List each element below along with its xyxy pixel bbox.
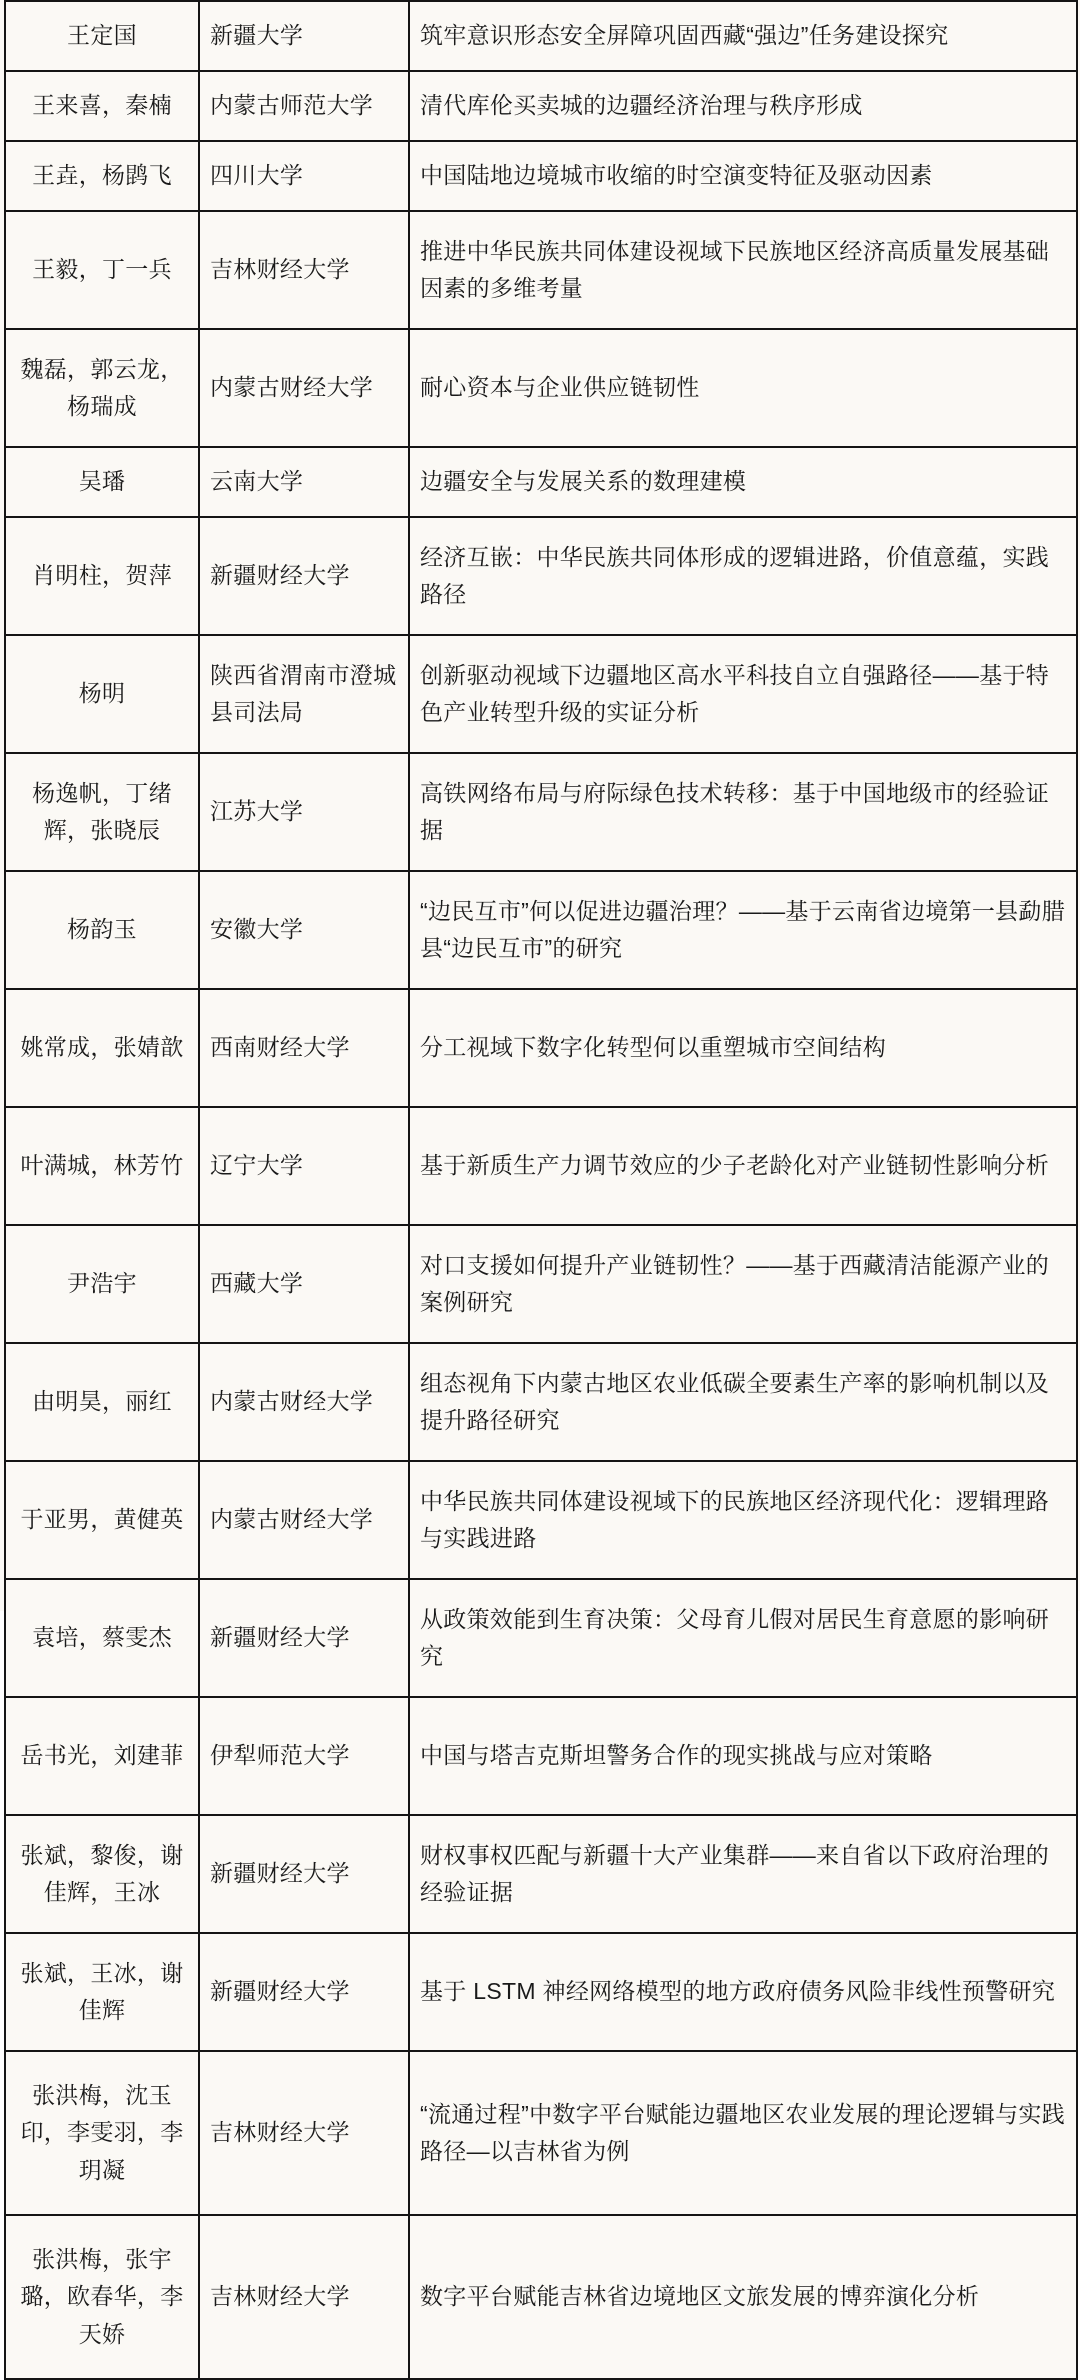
cell-institution: 吉林财经大学 (199, 211, 409, 329)
cell-authors: 杨逸帆，丁绪辉，张晓辰 (5, 753, 199, 871)
table-row (5, 329, 1077, 447)
cell-authors: 于亚男，黄健英 (5, 1461, 199, 1579)
cell-institution: 吉林财经大学 (199, 2051, 409, 2215)
cell-paper-title: 创新驱动视域下边疆地区高水平科技自立自强路径——基于特色产业转型升级的实证分析 (409, 635, 1077, 753)
cell-authors: 杨明 (5, 635, 199, 753)
cell-authors: 张斌，黎俊，谢佳辉，王冰 (5, 1815, 199, 1933)
cell-paper-title: 财权事权匹配与新疆十大产业集群——来自省以下政府治理的经验证据 (409, 1815, 1077, 1933)
cell-paper-title: 中国与塔吉克斯坦警务合作的现实挑战与应对策略 (409, 1697, 1077, 1815)
table-row (5, 211, 1077, 329)
table-row (5, 447, 1077, 517)
table-row (5, 2215, 1077, 2379)
cell-paper-title: 数字平台赋能吉林省边境地区文旅发展的博弈演化分析 (409, 2215, 1077, 2379)
table-row (5, 753, 1077, 871)
cell-institution: 新疆财经大学 (199, 1579, 409, 1697)
cell-authors: 王垚，杨鹍飞 (5, 141, 199, 211)
cell-paper-title: 清代库伦买卖城的边疆经济治理与秩序形成 (409, 71, 1077, 141)
cell-authors: 袁培，蔡雯杰 (5, 1579, 199, 1697)
cell-authors: 张斌，王冰，谢佳辉 (5, 1933, 199, 2051)
paper-listing-table (4, 0, 1078, 2380)
cell-paper-title: 中国陆地边境城市收缩的时空演变特征及驱动因素 (409, 141, 1077, 211)
cell-institution: 吉林财经大学 (199, 2215, 409, 2379)
table-row (5, 141, 1077, 211)
cell-authors: 杨韵玉 (5, 871, 199, 989)
cell-authors: 魏磊，郭云龙，杨瑞成 (5, 329, 199, 447)
table-row (5, 1, 1077, 71)
cell-paper-title: 边疆安全与发展关系的数理建模 (409, 447, 1077, 517)
cell-paper-title: 耐心资本与企业供应链韧性 (409, 329, 1077, 447)
cell-paper-title: 组态视角下内蒙古地区农业低碳全要素生产率的影响机制以及提升路径研究 (409, 1343, 1077, 1461)
table-row (5, 1933, 1077, 2051)
cell-authors: 张洪梅，沈玉印，李雯羽，李玥凝 (5, 2051, 199, 2215)
table-row (5, 1343, 1077, 1461)
table-row (5, 1579, 1077, 1697)
table-row (5, 71, 1077, 141)
cell-authors: 叶满城，林芳竹 (5, 1107, 199, 1225)
table-row (5, 1461, 1077, 1579)
table-row (5, 1107, 1077, 1225)
cell-paper-title: 筑牢意识形态安全屏障巩固西藏“强边”任务建设探究 (409, 1, 1077, 71)
table-row (5, 2051, 1077, 2215)
cell-institution: 西南财经大学 (199, 989, 409, 1107)
table-row (5, 871, 1077, 989)
cell-paper-title: 基于新质生产力调节效应的少子老龄化对产业链韧性影响分析 (409, 1107, 1077, 1225)
cell-authors: 吴璠 (5, 447, 199, 517)
table-row (5, 1225, 1077, 1343)
cell-institution: 辽宁大学 (199, 1107, 409, 1225)
cell-paper-title: 推进中华民族共同体建设视域下民族地区经济高质量发展基础因素的多维考量 (409, 211, 1077, 329)
cell-paper-title: 基于 LSTM 神经网络模型的地方政府债务风险非线性预警研究 (409, 1933, 1077, 2051)
cell-institution: 新疆财经大学 (199, 1815, 409, 1933)
cell-paper-title: “流通过程”中数字平台赋能边疆地区农业发展的理论逻辑与实践路径—以吉林省为例 (409, 2051, 1077, 2215)
cell-authors: 王来喜，秦楠 (5, 71, 199, 141)
cell-authors: 王毅，丁一兵 (5, 211, 199, 329)
cell-authors: 尹浩宇 (5, 1225, 199, 1343)
cell-authors: 由明昊，丽红 (5, 1343, 199, 1461)
table-row (5, 989, 1077, 1107)
cell-institution: 陕西省渭南市澄城县司法局 (199, 635, 409, 753)
cell-paper-title: 分工视域下数字化转型何以重塑城市空间结构 (409, 989, 1077, 1107)
cell-paper-title: 从政策效能到生育决策：父母育儿假对居民生育意愿的影响研究 (409, 1579, 1077, 1697)
table-row (5, 635, 1077, 753)
cell-institution: 新疆大学 (199, 1, 409, 71)
cell-institution: 伊犁师范大学 (199, 1697, 409, 1815)
cell-institution: 云南大学 (199, 447, 409, 517)
cell-institution: 四川大学 (199, 141, 409, 211)
cell-institution: 内蒙古师范大学 (199, 71, 409, 141)
table-row (5, 1815, 1077, 1933)
cell-paper-title: 高铁网络布局与府际绿色技术转移：基于中国地级市的经验证据 (409, 753, 1077, 871)
cell-authors: 岳书光，刘建菲 (5, 1697, 199, 1815)
cell-paper-title: 中华民族共同体建设视域下的民族地区经济现代化：逻辑理路与实践进路 (409, 1461, 1077, 1579)
cell-paper-title: 对口支援如何提升产业链韧性？——基于西藏清洁能源产业的案例研究 (409, 1225, 1077, 1343)
cell-authors: 王定国 (5, 1, 199, 71)
cell-institution: 西藏大学 (199, 1225, 409, 1343)
cell-authors: 肖明柱，贺萍 (5, 517, 199, 635)
cell-paper-title: “边民互市”何以促进边疆治理？——基于云南省边境第一县勐腊县“边民互市”的研究 (409, 871, 1077, 989)
cell-institution: 内蒙古财经大学 (199, 1461, 409, 1579)
cell-authors: 姚常成，张婧歆 (5, 989, 199, 1107)
table-row (5, 1697, 1077, 1815)
cell-institution: 新疆财经大学 (199, 1933, 409, 2051)
table-body (5, 1, 1077, 2379)
cell-institution: 新疆财经大学 (199, 517, 409, 635)
cell-authors: 张洪梅，张宇璐，欧春华，李天娇 (5, 2215, 199, 2379)
cell-paper-title: 经济互嵌：中华民族共同体形成的逻辑进路，价值意蕴，实践路径 (409, 517, 1077, 635)
cell-institution: 安徽大学 (199, 871, 409, 989)
table-row (5, 517, 1077, 635)
cell-institution: 江苏大学 (199, 753, 409, 871)
cell-institution: 内蒙古财经大学 (199, 329, 409, 447)
cell-institution: 内蒙古财经大学 (199, 1343, 409, 1461)
